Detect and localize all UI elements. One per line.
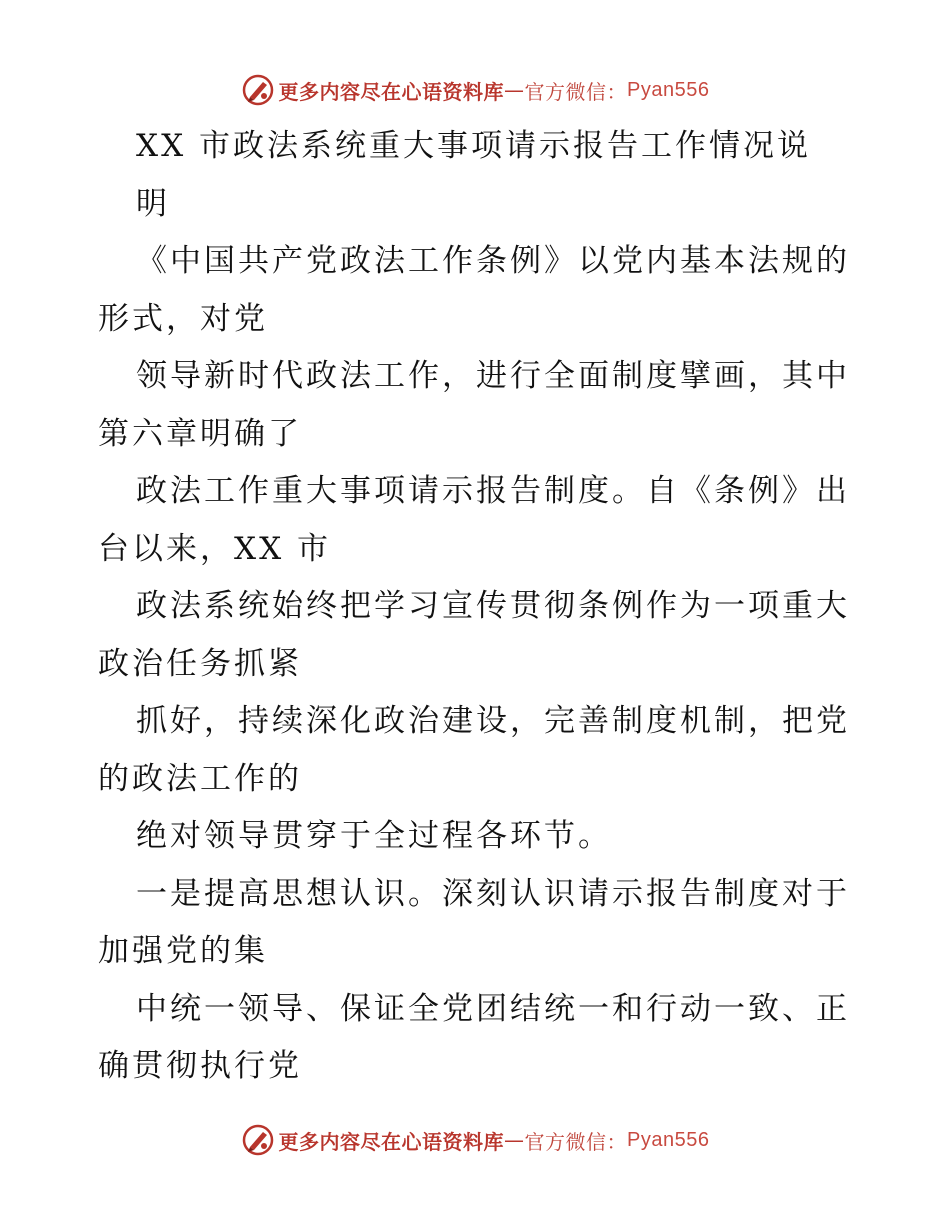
paragraph-line: 一是提高思想认识。深刻认识请示报告制度对于 [136, 875, 850, 912]
pen-seal-logo-icon [241, 73, 275, 107]
paragraph-line: 政法系统始终把学习宣传贯彻条例作为一项重大 [136, 588, 850, 624]
banner-wechat-id: Pyan556 [627, 1128, 710, 1151]
banner-wechat-label: 官方微信： [524, 79, 628, 104]
banner-main-text: 更多内容尽在心语资料库 [278, 1129, 505, 1154]
paragraph-line: 抓好，持续深化政治建设，完善制度机制，把党 [136, 703, 850, 739]
paragraph-line: 中统一领导、保证全党团结统一和行动一致、正 [136, 990, 850, 1027]
paragraph-line: 政治任务抓紧 [98, 645, 302, 682]
banner-separator: — [504, 1128, 525, 1152]
paragraph-line: 《中国共产党政法工作条例》以党内基本法规的 [136, 243, 850, 279]
banner-wechat-id: Pyan556 [627, 78, 710, 101]
footer-watermark-banner [0, 1120, 950, 1160]
paragraph-line: 形式，对党 [98, 300, 268, 337]
paragraph-line: 加强党的集 [98, 933, 268, 969]
paragraph-line: 台以来，XX 市 [98, 530, 331, 567]
document-body [98, 118, 858, 1096]
paragraph-line: 绝对领导贯穿于全过程各环节。 [136, 818, 612, 854]
banner-separator: — [504, 78, 525, 102]
paragraph-line: 第六章明确了 [98, 415, 302, 452]
header-watermark-banner [0, 70, 950, 110]
banner-main-text: 更多内容尽在心语资料库 [278, 79, 505, 104]
pen-seal-logo-icon [241, 1123, 275, 1157]
paragraph-line: 领导新时代政法工作，进行全面制度擘画，其中 [136, 358, 850, 394]
paragraph-line: 政法工作重大事项请示报告制度。自《条例》出 [136, 473, 850, 509]
paragraph-line: 的政法工作的 [98, 760, 302, 797]
document-title-line-1: XX 市政法系统重大事项请示报告工作情况说 [136, 128, 811, 164]
banner-wechat-label: 官方微信： [524, 1129, 628, 1154]
paragraph-line: 确贯彻执行党 [98, 1048, 302, 1084]
document-title-line-2: 明 [136, 185, 170, 222]
